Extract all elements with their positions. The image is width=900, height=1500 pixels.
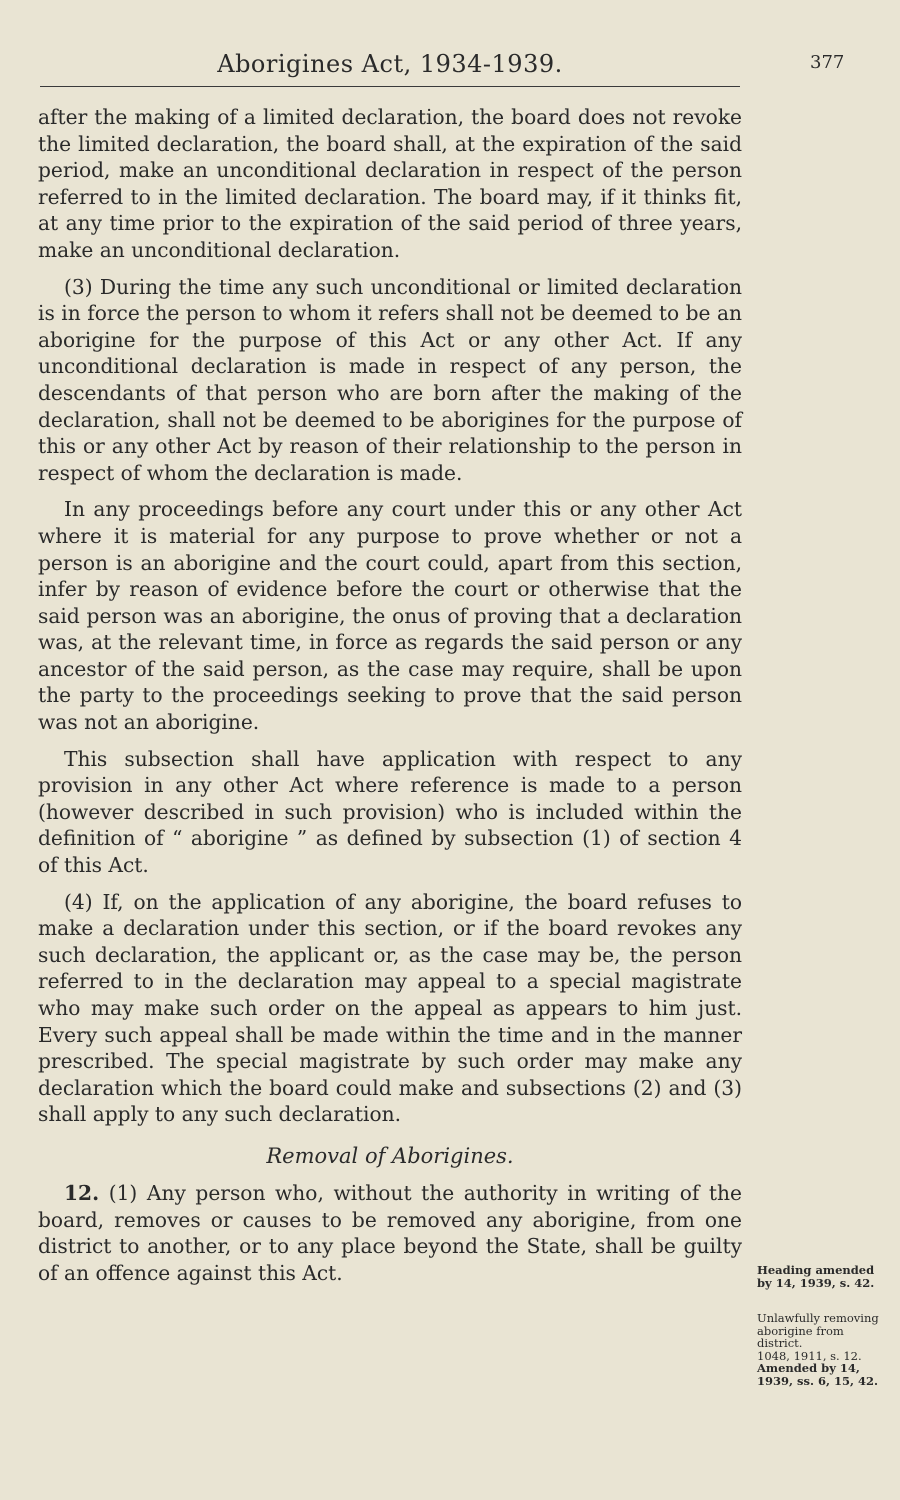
section-heading: Removal of Aborigines. bbox=[266, 1143, 514, 1168]
margin-note-amendment: Amended by 14, 1939, ss. 6, 15, 42. bbox=[757, 1361, 878, 1388]
margin-note-section-12 bbox=[757, 1312, 892, 1387]
margin-note-reference: 1048, 1911, s. 12. bbox=[757, 1348, 862, 1363]
section-number: 12. bbox=[64, 1180, 100, 1205]
paragraph-application: This subsection shall have application with respect to any provision in any other Act where reference is made to a person (however described in such provision) who is included within the definition of “ aborigine ” as defined by subsection (1) of section 4 of this Act. bbox=[38, 746, 742, 878]
body-text bbox=[38, 104, 742, 1286]
margin-note-title: Unlawfully removing aborigine from district. bbox=[757, 1311, 879, 1350]
paragraph-subsection-4: (4) If, on the application of any aborigine, the board refuses to make a declaration under this section, or if the board revokes any such declaration, the applicant or, as the case may be, the person referred to in the declaration may appeal to a special magistrate who may make such order on the appeal as appears to him just. Every such appeal shall be made within the time and in the manner prescribed. The special magistrate by such order may make any declaration which the board could make and subsections (2) and (3) shall apply to any such declaration. bbox=[38, 889, 742, 1127]
paragraph-onus-of-proof: In any proceedings before any court under this or any other Act where it is material for any purpose to prove whether or not a person is an aborigine and the court could, apart from this section, infer by reason of evidence before the court or otherwise that the said person was an aborigine, the onus of proving that a declaration was, at the relevant time, in force as regards the said person or any ancestor of the said person, as the case may require, shall be upon the party to the proceedings seeking to prove that the said person was not an aborigine. bbox=[38, 497, 742, 735]
running-title: Aborigines Act, 1934-1939. bbox=[217, 50, 563, 78]
paragraph-continuation: after the making of a limited declaration, the board does not revoke the limited declaration, the board shall, at the expiration of the said period, make an unconditional declaration in respect of the person referred to in the limited declaration. The board may, if it thinks fit, at any time prior to the expiration of the said period of three years, make an unconditional declaration. bbox=[38, 105, 742, 262]
page-header bbox=[40, 46, 845, 106]
section-12-text: (1) Any person who, without the authority in writing of the board, removes or causes to be removed any aborigine, from one district to another, or to any place beyond the State, shall be guilty of an offence against this Act. bbox=[38, 1180, 742, 1285]
page-number: 377 bbox=[810, 52, 845, 73]
section-12 bbox=[38, 1180, 742, 1286]
header-rule bbox=[40, 86, 740, 87]
paragraph-subsection-3: (3) During the time any such unconditional or limited declaration is in force the person to whom it refers shall not be deemed to be an aborigine for the purpose of this Act or any other Act. If any unconditional declaration is made in respect of any person, the descendants of that person who are born after the making of the declaration, shall not be deemed to be aborigines for the purpose of this or any other Act by reason of their relationship to the person in respect of whom the declaration is made. bbox=[38, 274, 742, 485]
margin-note-heading: Heading amended by 14, 1939, s. 42. bbox=[757, 1263, 875, 1290]
